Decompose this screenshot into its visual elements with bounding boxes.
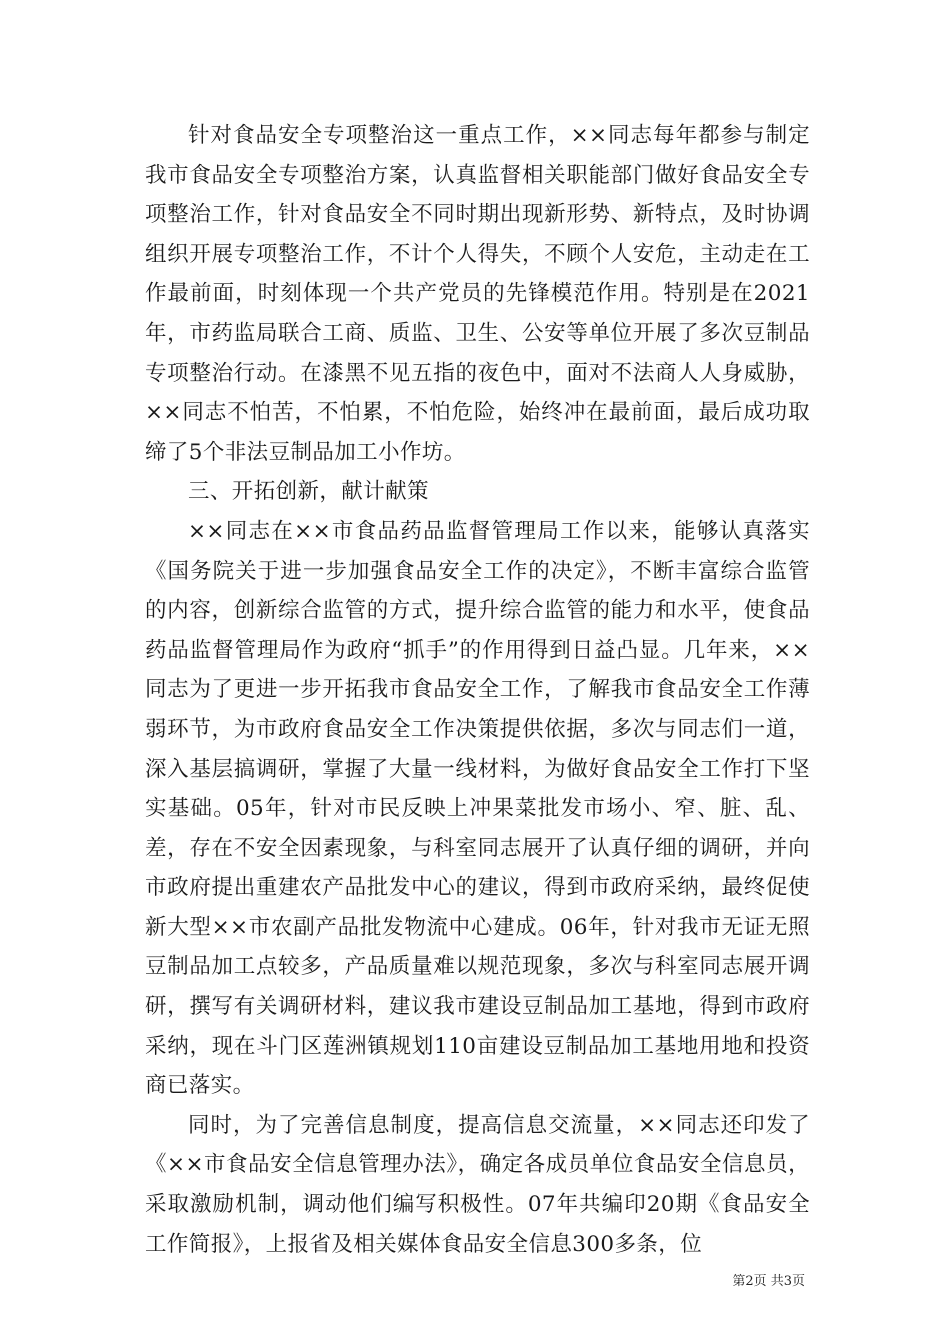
document-body	[145, 116, 810, 1264]
paragraph-food-safety-rectification: 针对食品安全专项整治这一重点工作，××同志每年都参与制定我市食品安全专项整治方案，认真监督相关职能部门做好食品安全专项整治工作，针对食品安全不同时期出现新形势、新特点，及时协调组织开展专项整治工作，不计个人得失，不顾个人安危，主动走在工作最前面，时刻体现一个共产党员的先锋模范作用。特别是在2021年，市药监局联合工商、质监、卫生、公安等单位开展了多次豆制品专项整治行动。在漆黑不见五指的夜色中，面对不法商人人身威胁，××同志不怕苦，不怕累，不怕危险，始终冲在最前面，最后成功取缔了5个非法豆制品加工小作坊。	[145, 123, 810, 465]
page-number-footer: 第2页 共3页	[732, 1274, 805, 1289]
section-heading-innovation: 三、开拓创新，献计献策	[188, 479, 429, 505]
paragraph-information-system: 同时，为了完善信息制度，提高信息交流量，××同志还印发了《××市食品安全信息管理办法》，确定各成员单位食品安全信息员，采取激励机制，调动他们编写积极性。07年共编印20期《食品安全工作简报》，上报省及相关媒体食品安全信息300多条，位	[145, 1112, 810, 1257]
paragraph-innovation-research: ××同志在××市食品药品监督管理局工作以来，能够认真落实《国务院关于进一步加强食品安全工作的决定》，不断丰富综合监管的内容，创新综合监管的方式，提升综合监管的能力和水平，使食品药品监督管理局作为政府“抓手”的作用得到日益凸显。几年来，××同志为了更进一步开拓我市食品安全工作，了解我市食品安全工作薄弱环节，为市政府食品安全工作决策提供依据，多次与同志们一道，深入基层搞调研，掌握了大量一线材料，为做好食品安全工作打下坚实基础。05年，针对市民反映上冲果菜批发市场小、窄、脏、乱、差，存在不安全因素现象，与科室同志展开了认真仔细的调研，并向市政府提出重建农产品批发中心的建议，得到市政府采纳，最终促使新大型××市农副产品批发物流中心建成。06年，针对我市无证无照豆制品加工点较多，产品质量难以规范现象，多次与科室同志展开调研，撰写有关调研材料，建议我市建设豆制品加工基地，得到市政府采纳，现在斗门区莲洲镇规划110亩建设豆制品加工基地用地和投资商已落实。	[145, 518, 810, 1099]
